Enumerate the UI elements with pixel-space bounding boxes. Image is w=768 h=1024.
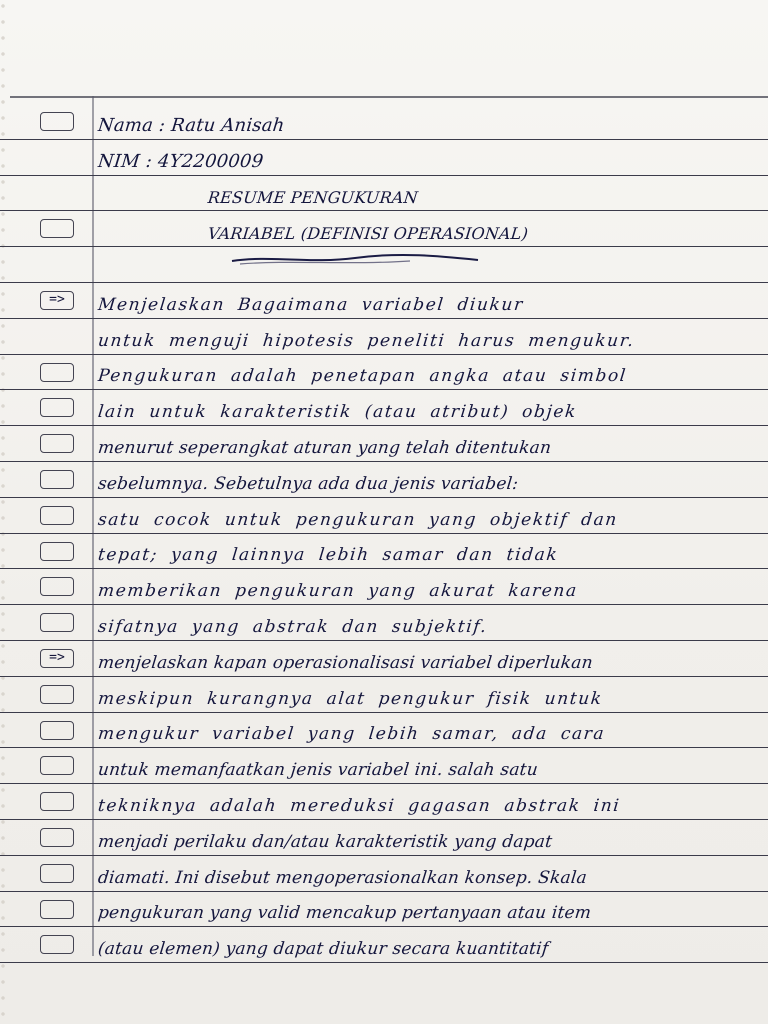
arrow-marker: => [40, 291, 74, 310]
note-line: sebelumnya. Sebetulnya ada dua jenis variabel: [96, 473, 520, 494]
note-line: untuk memanfaatkan jenis variabel ini. salah satu [96, 760, 539, 781]
row-6 [0, 283, 768, 319]
note-line: Menjelaskan Bagaimana variabel diukur [96, 294, 525, 315]
row-1 [0, 104, 768, 140]
checkbox [40, 792, 74, 811]
row-2 [0, 140, 768, 176]
row-9 [0, 390, 768, 426]
ruled-lines [0, 104, 768, 963]
blank-footer [0, 960, 768, 1024]
note-line: tepat; yang lainnya lebih samar dan tidak [96, 545, 560, 566]
row-4 [0, 211, 768, 247]
note-line: diamati. Ini disebut mengoperasionalkan konsep. Skala [96, 867, 588, 888]
note-line: meskipun kurangnya alat pengukur fisik untuk [96, 688, 604, 709]
note-line: menjadi perilaku dan/atau karakteristik yang dapat [96, 831, 554, 852]
note-line: tekniknya adalah mereduksi gagasan abstrak ini [96, 795, 622, 816]
row-15 [0, 605, 768, 641]
note-line: menjelaskan kapan operasionalisasi variabel diperlukan [96, 652, 594, 673]
top-rule [10, 96, 768, 98]
note-line: mengukur variabel yang lebih samar, ada cara [96, 724, 607, 745]
checkbox [40, 542, 74, 561]
checkbox [40, 864, 74, 883]
row-8 [0, 355, 768, 391]
note-line: (atau elemen) yang dapat diukur secara kuantitatif [96, 939, 550, 960]
checkbox [40, 900, 74, 919]
checkbox [40, 470, 74, 489]
note-line: lain untuk karakteristik (atau atribut) objek [96, 402, 579, 423]
nim-line: NIM : 4Y2200009 [96, 150, 265, 172]
checkbox [40, 828, 74, 847]
row-10 [0, 426, 768, 462]
row-7 [0, 319, 768, 355]
note-line: sifatnya yang abstrak dan subjektif. [96, 616, 489, 637]
checkbox [40, 613, 74, 632]
row-23 [0, 892, 768, 928]
checkbox [40, 398, 74, 417]
note-line: pengukuran yang valid mencakup pertanyaan atau item [96, 903, 593, 924]
row-24 [0, 927, 768, 963]
row-12 [0, 498, 768, 534]
row-14 [0, 569, 768, 605]
checkbox [40, 685, 74, 704]
checkbox [40, 756, 74, 775]
row-3 [0, 176, 768, 212]
note-line: memberikan pengukuran yang akurat karena [96, 581, 579, 602]
row-16 [0, 641, 768, 677]
row-20 [0, 784, 768, 820]
checkbox [40, 112, 74, 131]
checkbox [40, 434, 74, 453]
note-line: untuk menguji hipotesis peneliti harus mengukur. [96, 330, 636, 351]
checkbox [40, 935, 74, 954]
title-underline [230, 252, 480, 266]
checkbox [40, 721, 74, 740]
arrow-marker: => [40, 649, 74, 668]
note-line: menurut seperangkat aturan yang telah ditentukan [96, 437, 553, 458]
note-line: Pengukuran adalah penetapan angka atau simbol [96, 366, 628, 387]
name-line: Nama : Ratu Anisah [96, 114, 286, 136]
checkbox [40, 577, 74, 596]
resume-subtitle: VARIABEL (DEFINISI OPERASIONAL) [207, 224, 530, 244]
row-17 [0, 677, 768, 713]
row-22 [0, 856, 768, 892]
row-11 [0, 462, 768, 498]
resume-title: RESUME PENGUKURAN [207, 188, 419, 208]
checkbox [40, 506, 74, 525]
row-21 [0, 820, 768, 856]
row-13 [0, 534, 768, 570]
note-line: satu cocok untuk pengukuran yang objektif dan [96, 509, 619, 530]
checkbox [40, 219, 74, 238]
row-18 [0, 713, 768, 749]
row-19 [0, 748, 768, 784]
checkbox [40, 363, 74, 382]
